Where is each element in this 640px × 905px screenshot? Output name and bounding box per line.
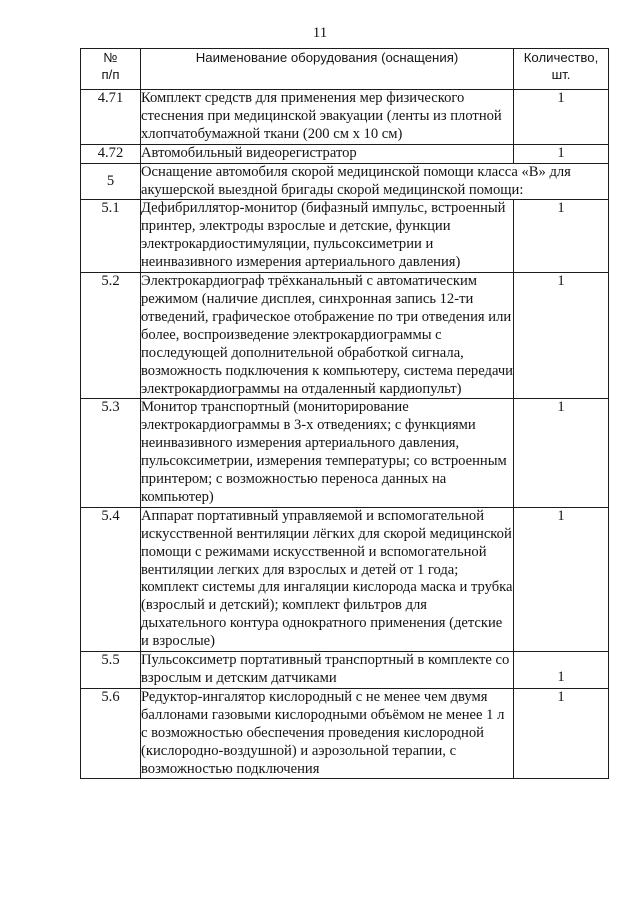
table-row <box>81 200 609 273</box>
header-name-text: Наименование оборудования (оснащения) <box>195 50 459 65</box>
table-row <box>81 90 609 145</box>
row-number: 5.1 <box>81 200 141 273</box>
header-name <box>141 49 514 90</box>
row-number: 5.2 <box>81 273 141 399</box>
row-number: 4.71 <box>81 90 141 145</box>
table-row <box>81 273 609 399</box>
table-row <box>81 144 609 163</box>
row-number: 5.3 <box>81 399 141 507</box>
row-number: 5.4 <box>81 507 141 651</box>
row-name: Дефибриллятор-монитор (бифазный импульс, встроенный принтер, электроды взрослые и детские, функции электрокардиостимуляции, пульсоксиметрии и неинвазивного измерения артериального давления) <box>141 200 514 273</box>
row-quantity: 1 <box>514 200 609 273</box>
row-number: 4.72 <box>81 144 141 163</box>
row-name: Редуктор-ингалятор кислородный с не менее чем двумя баллонами газовыми кислородными объёмом не менее 1 л с возможностью обеспечения проведения кислородной (кислородно-воздушной) и аэрозольной терапии, с возможностью подключения <box>141 688 514 779</box>
header-number-text: № п/п <box>101 50 120 82</box>
row-quantity: 1 <box>514 652 609 689</box>
table-row <box>81 688 609 779</box>
row-name: Пульсоксиметр портативный транспортный в комплекте со взрослым и детским датчиками <box>141 652 514 689</box>
row-number: 5.5 <box>81 652 141 689</box>
row-quantity: 1 <box>514 273 609 399</box>
row-quantity: 1 <box>514 507 609 651</box>
header-number <box>81 49 141 90</box>
table-row <box>81 652 609 689</box>
row-name: Аппарат портативный управляемой и вспомогательной искусственной вентиляции лёгких для скорой медицинской помощи с режимами искусственной и вспомогательной вентиляции легких для взрослых и детей от 1 года; комплект системы для ингаляции кислорода маска и трубка (взрослый и детский); комплект фильтров для дыхательного контура однократного применения (детские и взрослые) <box>141 507 514 651</box>
equipment-table <box>80 48 609 779</box>
section-row <box>81 163 609 200</box>
row-quantity: 1 <box>514 144 609 163</box>
row-name: Комплект средств для применения мер физического стеснения при медицинской эвакуации (ленты из плотной хлопчатобумажной ткани (200 см х 10 см) <box>141 90 514 145</box>
row-name: Электрокардиограф трёхканальный с автоматическим режимом (наличие дисплея, синхронная запись 12-ти отведений, графическое отображение по три отведения или более, воспроизведение электрокардиограммы с последующей дополнительной обработкой сигнала, возможность подключения к компьютеру, система передачи электрокардиограммы на отдаленный кардиопульт) <box>141 273 514 399</box>
table-row <box>81 399 609 507</box>
section-title: Оснащение автомобиля скорой медицинской помощи класса «В» для акушерской выездной бригады скорой медицинской помощи: <box>141 163 609 200</box>
table-row <box>81 507 609 651</box>
row-quantity: 1 <box>514 688 609 779</box>
row-name: Монитор транспортный (мониторирование электрокардиограммы в 3-х отведениях; с функциями неинвазивного измерения артериального давления, пульсоксиметрии, измерения температуры; со встроенным принтером; с возможностью переноса данных на компьютер) <box>141 399 514 507</box>
row-quantity: 1 <box>514 399 609 507</box>
header-quantity-text: Количество, шт. <box>523 50 599 82</box>
table-header-row <box>81 49 609 90</box>
header-quantity <box>514 49 609 90</box>
section-number: 5 <box>81 163 141 200</box>
row-quantity: 1 <box>514 90 609 145</box>
row-number: 5.6 <box>81 688 141 779</box>
row-name: Автомобильный видеорегистратор <box>141 144 514 163</box>
page-number: 11 <box>312 25 328 41</box>
